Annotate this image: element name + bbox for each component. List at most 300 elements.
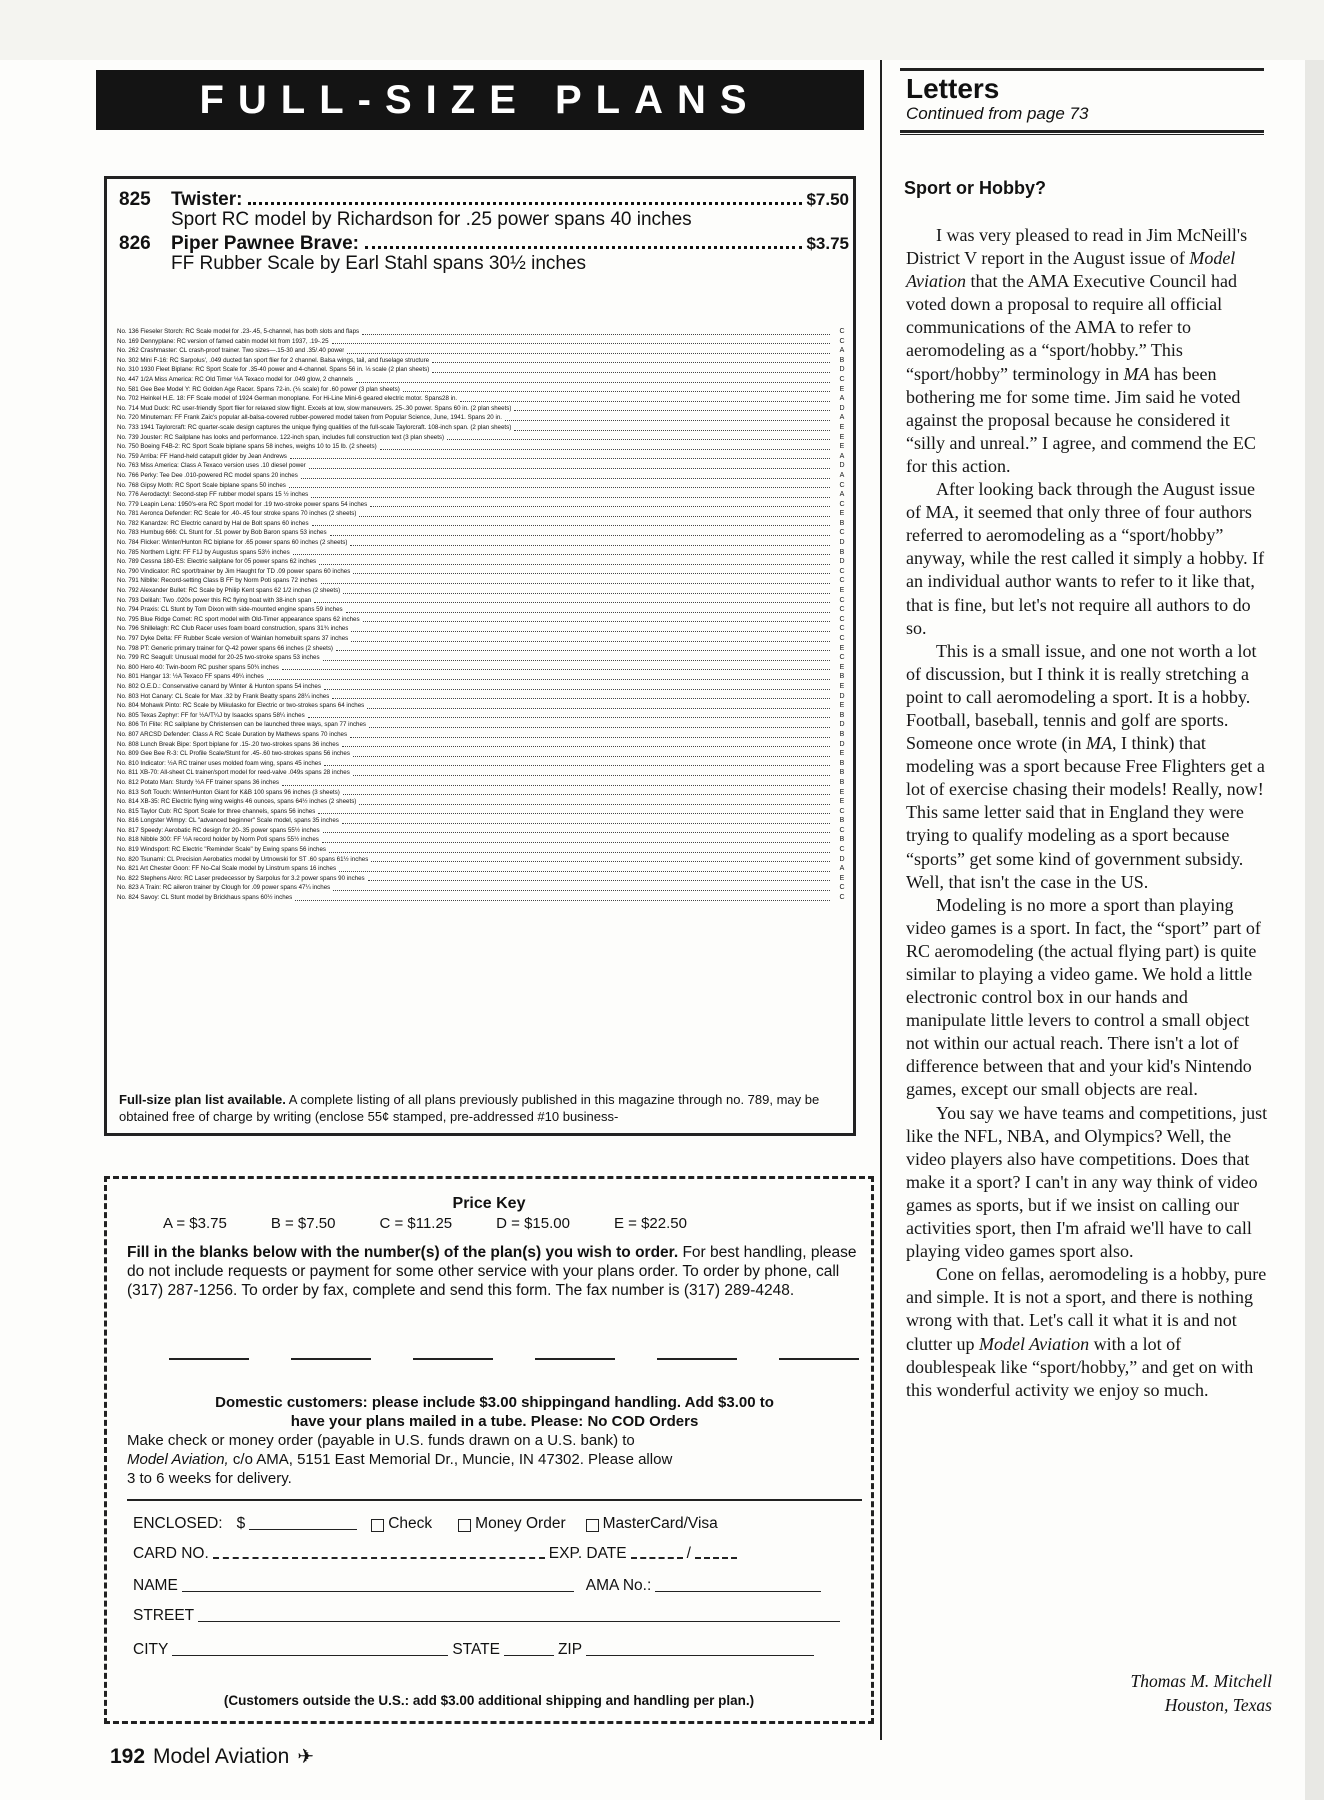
leader-dots bbox=[350, 538, 830, 546]
letter-paragraph: Cone on fellas, aeromodeling is a hobby, pure and simple. It is not a sport, and there is nothing wrong with that. Let's call it what it is and not clutter up Model Aviation with a lot of doublespeak like “sport/hobby,” and get on with this wonderful activity we enjoy so much. bbox=[906, 1264, 1267, 1400]
plan-list-text: No. 714 Mud Duck: RC user-friendly Sport flier for relaxed slow flight. Excels at low, slow maneuvers. 25-.30 power. Spans 60 in. (2 plan sheets) bbox=[117, 404, 512, 412]
leader-dots bbox=[371, 855, 830, 863]
leader-dots bbox=[312, 519, 830, 527]
plan-list-text: No. 812 Potato Man: Sturdy ½A FF trainer spans 36 inches bbox=[117, 778, 279, 786]
plan-list-item bbox=[117, 490, 851, 500]
plan-price-code: C bbox=[839, 481, 845, 489]
plan-list-text: No. 817 Speedy: Aerobatic RC design for 20-.35 power spans 55½ inches bbox=[117, 826, 320, 834]
price-e: E = $22.50 bbox=[613, 1215, 687, 1232]
plan-list-text: No. 802 O.E.D.: Conservative canard by Winter & Hunton spans 54 inches bbox=[117, 682, 321, 690]
exp-month-field[interactable] bbox=[631, 1556, 683, 1559]
leader-dots bbox=[350, 730, 830, 738]
leader-dots bbox=[365, 246, 802, 249]
plan-list-item bbox=[117, 797, 851, 807]
street-label: STREET bbox=[133, 1607, 195, 1624]
plan-list-text: No. 814 XB-35: RC Electric flying wing weighs 46 ounces, spans 64½ inches (2 sheets) bbox=[117, 798, 357, 806]
plan-name: Piper Pawnee Brave: bbox=[171, 233, 359, 254]
plan-price-code: D bbox=[839, 366, 845, 374]
plan-price-code: B bbox=[839, 673, 845, 681]
letters-title: Letters bbox=[906, 73, 1000, 104]
leader-dots bbox=[311, 490, 830, 498]
plan-list-text: No. 816 Longster Wimpy: CL "advanced beginner" Scale model, spans 35 inches bbox=[117, 817, 339, 825]
fullsize-note-text: A complete listing of all plans previously published in this magazine through no. 789, may be obtained free of charge by writing (enclose 55¢ stamped, pre-addressed #10 business- bbox=[119, 1092, 820, 1124]
right-margin bbox=[1305, 60, 1324, 1800]
plan-list-text: No. 801 Hangar 13: ½A Texaco FF spans 49¼ inches bbox=[117, 673, 264, 681]
plan-list-item bbox=[117, 816, 851, 826]
fullsize-note-heading: Full-size plan list available. bbox=[119, 1092, 286, 1107]
plan-price-code: E bbox=[839, 874, 845, 882]
plan-price-code: E bbox=[839, 423, 845, 431]
price-d: D = $15.00 bbox=[496, 1215, 570, 1232]
plan-list-item bbox=[117, 500, 851, 510]
column-divider bbox=[880, 60, 882, 1740]
leader-dots bbox=[363, 615, 830, 623]
leader-dots bbox=[282, 778, 830, 786]
plan-list-text: No. 810 Indicator: ½A RC trainer uses molded foam wing, spans 45 inches bbox=[117, 759, 322, 767]
card-row bbox=[133, 1545, 858, 1563]
plan-price-code: A bbox=[839, 347, 845, 355]
magazine-name: Model Aviation, bbox=[127, 1451, 229, 1468]
zip-label: ZIP bbox=[557, 1641, 583, 1658]
plan-blank-1[interactable] bbox=[169, 1357, 249, 1360]
plan-list-text: No. 807 ARCSD Defender: Class A RC Scale Duration by Mathews spans 70 inches bbox=[117, 730, 348, 738]
featured-plan-826 bbox=[119, 233, 849, 275]
plan-blank-2[interactable] bbox=[291, 1357, 371, 1360]
plan-list-item bbox=[117, 509, 851, 519]
plan-list-item bbox=[117, 413, 851, 423]
letters-thin-rule bbox=[900, 134, 1264, 135]
leader-dots bbox=[432, 356, 830, 364]
leader-dots bbox=[359, 797, 830, 805]
plan-list-item bbox=[117, 519, 851, 529]
ama-number-label: AMA No.: bbox=[585, 1577, 652, 1594]
plan-price-code: C bbox=[839, 615, 845, 623]
leader-dots bbox=[514, 423, 830, 431]
leader-dots bbox=[330, 528, 830, 536]
plan-price: $7.50 bbox=[806, 190, 849, 209]
page-number: 192 bbox=[110, 1744, 146, 1768]
plan-price-code: A bbox=[839, 395, 845, 403]
leader-dots bbox=[353, 567, 830, 575]
plan-list-item bbox=[117, 365, 851, 375]
plan-blank-4[interactable] bbox=[535, 1357, 615, 1360]
plan-description: Sport RC model by Richardson for .25 power spans 40 inches bbox=[171, 209, 692, 230]
plan-list-item bbox=[117, 423, 851, 433]
plan-list-text: No. 792 Alexander Bullet: RC Scale by Philip Kent spans 62 1/2 inches (2 sheets) bbox=[117, 587, 341, 595]
plan-price-code: D bbox=[839, 404, 845, 412]
domestic-line-1: Domestic customers: please include $3.00 shippingand handling. Add $3.00 to bbox=[215, 1394, 774, 1411]
plan-list-item bbox=[117, 845, 851, 855]
plan-list-item bbox=[117, 548, 851, 558]
form-divider bbox=[127, 1499, 862, 1501]
featured-plan-825 bbox=[119, 189, 849, 231]
letter-paragraph: I was very pleased to read in Jim McNeill's District V report in the August issue of Model Aviation that the AMA Executive Council had voted down a proposal to require all official communications of the AMA to refer to aeromodeling as a “sport/hobby.” This “sport/hobby” terminology in MA has been bothering me for some time. Jim said he voted against the proposal because he considered it “silly and unreal.” I agree, and commend the EC for this action. bbox=[906, 225, 1256, 476]
leader-dots bbox=[333, 883, 830, 891]
plan-number: 825 bbox=[119, 189, 151, 210]
letter-paragraph: Modeling is no more a sport than playing video games is a sport. In fact, the “sport” part of RC aeromodeling (the actual flying part) is quite similar to playing a video game. We hold a little electronic control box in our hands and manipulate little levers to control a small object not within our actual reach. There isn't a lot of difference between that and your kid's Nintendo games, except our small objects are real. bbox=[906, 894, 1261, 1100]
card-label: CARD NO. bbox=[133, 1545, 209, 1562]
plan-price-code: E bbox=[839, 385, 845, 393]
plan-price-code: B bbox=[839, 548, 845, 556]
plan-list-text: No. 581 Gee Bee Model Y: RC Golden Age Racer. Spans 72-in. (⅙ scale) for .60 power (3 plan sheets) bbox=[117, 385, 400, 393]
leader-dots bbox=[346, 605, 830, 613]
plan-price-code: C bbox=[839, 567, 845, 575]
plan-list-item bbox=[117, 605, 851, 615]
plan-list-item bbox=[117, 337, 851, 347]
plan-price-code: A bbox=[839, 452, 845, 460]
plan-price-code: B bbox=[839, 769, 845, 777]
leader-dots bbox=[342, 740, 830, 748]
plan-price-code: E bbox=[839, 798, 845, 806]
plan-list-text: No. 783 Humbug 666: CL Stunt for .51 power by Bob Baron spans 53 inches bbox=[117, 529, 327, 537]
exp-date-label: EXP. DATE bbox=[548, 1545, 627, 1562]
plan-price-code: C bbox=[839, 328, 845, 335]
leader-dots bbox=[359, 509, 830, 517]
plan-list-item bbox=[117, 749, 851, 759]
plan-price-code: B bbox=[839, 817, 845, 825]
price-key bbox=[163, 1215, 843, 1232]
leader-dots bbox=[460, 394, 830, 402]
leader-dots bbox=[347, 346, 830, 354]
plan-list-text: No. 800 Hero 40: Twin-boom RC pusher spans 50¾ inches bbox=[117, 663, 279, 671]
plan-list-text: No. 789 Cessna 180-ES: Electric sailplane for 05 power spans 62 inches bbox=[117, 558, 317, 566]
plan-price-code: B bbox=[839, 519, 845, 527]
leader-dots bbox=[282, 663, 830, 671]
leader-dots bbox=[323, 653, 830, 661]
plan-list-item bbox=[117, 701, 851, 711]
plan-list-text: No. 811 XB-70: All-sheet CL trainer/sport model for reed-valve .049s spans 28 inches bbox=[117, 769, 350, 777]
plan-price-code: E bbox=[839, 443, 845, 451]
price-a: A = $3.75 bbox=[163, 1215, 227, 1232]
plan-list-text: No. 808 Lunch Break Bipe: Sport biplane for .15-.20 two-strokes spans 36 inches bbox=[117, 740, 339, 748]
plan-list-item bbox=[117, 768, 851, 778]
plan-list-text: No. 310 1930 Fleet Biplane: RC Sport Scale for .35-40 power and 4-channel. Spans 56 in. ⅓ scale (2 plan sheets) bbox=[117, 366, 430, 374]
letter-heading: Sport or Hobby? bbox=[904, 178, 1046, 198]
plan-list-item bbox=[117, 404, 851, 414]
plan-list-text: No. 806 Tri Flite: RC sailplane by Christensen can be launched three ways, span 77 inches bbox=[117, 721, 367, 729]
exp-separator: / bbox=[686, 1545, 691, 1562]
plan-list-text: No. 823 A Train: RC aileron trainer by Clough for .09 power spans 47¼ inches bbox=[117, 884, 331, 892]
plan-list-text: No. 302 Mini F-16: RC Sarpolus', .049 ducted fan sport flier for 2 channel. Balsa wings, tail, and fuselage structure bbox=[117, 356, 430, 364]
plans-banner: FULL-SIZE PLANS bbox=[96, 70, 864, 130]
name-field[interactable] bbox=[182, 1590, 574, 1592]
plan-blank-6[interactable] bbox=[779, 1357, 859, 1360]
plan-list-item bbox=[117, 327, 851, 337]
leader-dots bbox=[324, 682, 830, 690]
plan-price-code: C bbox=[839, 884, 845, 892]
price-key-title: Price Key bbox=[452, 1195, 526, 1212]
price-b: B = $7.50 bbox=[270, 1215, 336, 1232]
plan-price-code: D bbox=[839, 539, 845, 547]
plan-price-code: C bbox=[839, 826, 845, 834]
plan-name: Twister: bbox=[171, 189, 243, 210]
plan-list-item bbox=[117, 557, 851, 567]
plan-list-text: No. 813 Soft Touch: Winter/Hunton Giant for K&B 100 spans 96 inches (3 sheets) bbox=[117, 788, 340, 796]
plan-list-item bbox=[117, 452, 851, 462]
ama-number-field[interactable] bbox=[655, 1590, 821, 1592]
leader-dots bbox=[248, 202, 802, 205]
leader-dots bbox=[323, 826, 830, 834]
leader-dots bbox=[353, 768, 830, 776]
check-checkbox[interactable] bbox=[371, 1519, 384, 1532]
plan-list-text: No. 824 Savoy: CL Stunt model by Brickhaus spans 60½ inches bbox=[117, 894, 293, 902]
money-order-checkbox[interactable] bbox=[458, 1519, 471, 1532]
plan-list-item bbox=[117, 826, 851, 836]
plan-list-text: No. 799 RC Seagull: Unusual model for 20-25 two-stroke spans 53 inches bbox=[117, 654, 320, 662]
plan-number: 826 bbox=[119, 233, 151, 254]
domestic-line-2: have your plans mailed in a tube. Please: No COD Orders bbox=[290, 1413, 699, 1430]
city-row bbox=[133, 1641, 858, 1659]
plan-price-code: B bbox=[839, 836, 845, 844]
plan-price-code: E bbox=[839, 750, 845, 758]
plan-price-code: E bbox=[839, 587, 845, 595]
plan-list-item bbox=[117, 528, 851, 538]
plan-list-text: No. 805 Texas Zephyr: FF for ½A/T¼J by Isaacks spans 58¼ inches bbox=[117, 711, 305, 719]
plan-list-item bbox=[117, 883, 851, 893]
plan-price-code: A bbox=[839, 865, 845, 873]
city-field[interactable] bbox=[172, 1654, 448, 1656]
plan-list-text: No. 750 Boeing F4B-2: RC Sport Scale biplane spans 58 inches, weighs 10 to 15 lb. (2 sheets) bbox=[117, 443, 377, 451]
leader-dots bbox=[295, 893, 830, 901]
plan-list-item bbox=[117, 624, 851, 634]
leader-dots bbox=[322, 835, 830, 843]
plan-list-item bbox=[117, 375, 851, 385]
plan-list-item bbox=[117, 692, 851, 702]
leader-dots bbox=[309, 461, 830, 469]
plan-price-code: C bbox=[839, 596, 845, 604]
plan-price-code: D bbox=[839, 558, 845, 566]
leader-dots bbox=[289, 481, 830, 489]
plan-blank-5[interactable] bbox=[657, 1357, 737, 1360]
plan-list-text: No. 784 Flicker: Winter/Hunton RC biplane for .65 power spans 60 inches (2 sheets) bbox=[117, 539, 348, 547]
plane-icon: ✈ bbox=[297, 1746, 315, 1768]
plan-list-text: No. 782 Kanardze: RC Electric canard by Hal de Bolt spans 60 inches bbox=[117, 519, 309, 527]
plan-list-text: No. 819 Windsport: RC Electric "Reminder Scale" by Ewing spans 56 inches bbox=[117, 846, 327, 854]
plan-list-text: No. 815 Taylor Cub: RC Sport Scale for three channels, spans 56 inches bbox=[117, 807, 316, 815]
mastercard-label: MasterCard/Visa bbox=[602, 1515, 718, 1532]
plan-list-item bbox=[117, 346, 851, 356]
leader-dots bbox=[356, 375, 830, 383]
leader-dots bbox=[368, 874, 830, 882]
plan-price-code: D bbox=[839, 462, 845, 470]
plan-price: $3.75 bbox=[806, 234, 849, 253]
leader-dots bbox=[432, 365, 830, 373]
plan-list-text: No. 720 Minuteman: FF Frank Zaic's popular all-balsa-covered rubber-powered model taken from Popular Science, June, 1941. Spans 20 in. bbox=[117, 414, 503, 422]
plan-list-text: No. 763 Miss America: Class A Texaco version uses .10 diesel power bbox=[117, 462, 306, 470]
plan-list-text: No. 766 Perky: Tee Dee .010-powered RC model spans 20 inches bbox=[117, 471, 298, 479]
mastercard-checkbox[interactable] bbox=[586, 1519, 599, 1532]
plan-list-item bbox=[117, 874, 851, 884]
exp-year-field[interactable] bbox=[695, 1556, 737, 1559]
card-number-field[interactable] bbox=[213, 1556, 545, 1559]
check-label: Check bbox=[388, 1515, 433, 1532]
plan-list-text: No. 818 Nibble 300: FF ½A record holder by Norm Poti spans 55½ inches bbox=[117, 836, 319, 844]
plan-list-text: No. 781 Aeronca Defender: RC Scale for .40-.45 four stroke spans 70 inches (2 sheets) bbox=[117, 510, 357, 518]
leader-dots bbox=[308, 711, 830, 719]
leader-dots bbox=[343, 586, 830, 594]
plan-list-text: No. 791 Niblite: Record-setting Class B FF by Norm Poti spans 72 inches bbox=[117, 577, 318, 585]
letter-paragraph: You say we have teams and competitions, just like the NFL, NBA, and Olympics? Well, the video players also have competitions. Does that make it a sport? I can't in any way think of video games as sports, but if we insist on calling our activities sport, then I'm afraid we'll have to call playing video games sport also. bbox=[906, 1102, 1268, 1262]
plan-list-item bbox=[117, 442, 851, 452]
plan-list-text: No. 702 Heinkel H.E. 18: FF Scale model of 1924 German monoplane. For Hi-Line Mini-6 geared electric motor. Spans28 in. bbox=[117, 395, 458, 403]
fullsize-plan-note bbox=[119, 1091, 849, 1125]
plan-price-code: E bbox=[839, 510, 845, 518]
leader-dots bbox=[301, 471, 830, 479]
leader-dots bbox=[351, 634, 830, 642]
plan-list-item bbox=[117, 807, 851, 817]
plan-list-text: No. 795 Blue Ridge Comet: RC sport model with Old-Timer appearance spans 62 inches bbox=[117, 615, 360, 623]
plan-price-code: B bbox=[839, 356, 845, 364]
plan-price-code: C bbox=[839, 500, 845, 508]
plan-list-item bbox=[117, 538, 851, 548]
letter-signature bbox=[900, 1669, 1272, 1717]
plan-price-code: C bbox=[839, 807, 845, 815]
leader-dots bbox=[362, 327, 830, 335]
shipping-instructions bbox=[127, 1393, 862, 1488]
plan-number-blanks bbox=[169, 1357, 859, 1360]
plan-price-code: C bbox=[839, 635, 845, 642]
street-row bbox=[133, 1607, 858, 1625]
page-footer bbox=[110, 1744, 314, 1769]
plan-list-item bbox=[117, 682, 851, 692]
plan-list-text: No. 804 Mohawk Pinto: RC Scale by Mikulasko for Electric or two-strokes spans 64 inches bbox=[117, 702, 365, 710]
zip-field[interactable] bbox=[586, 1654, 814, 1656]
fill-instructions-text: For best handling, please do not include requests or payment for some other service with your plans order. To order by phone, call (317) 287-1256. To order by fax, complete and send this form. The fax number is (317) 289-4248. bbox=[127, 1244, 857, 1299]
plan-list-text: No. 794 Praxis: CL Stunt by Tom Dixon with side-mounted engine spans 59 inches bbox=[117, 606, 343, 614]
plan-list-text: No. 803 Hot Canary: CL Scale for Max .32 by Frank Beatty spans 28¼ inches bbox=[117, 692, 330, 700]
plan-price-code: C bbox=[839, 577, 845, 585]
plan-price-code: B bbox=[839, 711, 845, 719]
leader-dots bbox=[332, 692, 830, 700]
dollar-sign: $ bbox=[236, 1515, 246, 1532]
leader-dots bbox=[380, 442, 830, 450]
plan-price-code: D bbox=[839, 855, 845, 863]
plan-list-text: No. 790 Vindicator: RC sport/trainer by Jim Haught for TD .09 power spans 60 inches bbox=[117, 567, 351, 575]
plan-price-code: C bbox=[839, 625, 845, 633]
letter-body bbox=[906, 224, 1268, 1402]
signature-name: Thomas M. Mitchell bbox=[1130, 1671, 1272, 1691]
plan-list-item bbox=[117, 615, 851, 625]
plan-list-item bbox=[117, 433, 851, 443]
plan-price-code: E bbox=[839, 702, 845, 710]
enclosed-amount-field[interactable] bbox=[249, 1528, 357, 1530]
plan-list-item bbox=[117, 461, 851, 471]
plan-list-item bbox=[117, 855, 851, 865]
plan-list-text: No. 793 Delilah: Two .020s power this RC flying boat with 38-inch span bbox=[117, 596, 312, 604]
leader-dots bbox=[343, 788, 830, 796]
leader-dots bbox=[353, 749, 830, 757]
enclosed-row bbox=[133, 1515, 858, 1533]
leader-dots bbox=[403, 385, 830, 393]
leader-dots bbox=[447, 433, 830, 441]
order-form bbox=[104, 1176, 874, 1724]
plan-list-text: No. 796 Shillelagh: RC Club Racer uses foam board construction, spans 31¾ inches bbox=[117, 625, 349, 633]
plan-price-code: C bbox=[839, 846, 845, 854]
plan-description: FF Rubber Scale by Earl Stahl spans 30½ inches bbox=[171, 253, 587, 274]
leader-dots bbox=[319, 557, 830, 565]
plan-list-text: No. 820 Tsunami: CL Precision Aerobatics model by Urtnowski for ST .60 spans 61½ inches bbox=[117, 855, 369, 863]
top-margin bbox=[0, 0, 1324, 60]
name-label: NAME bbox=[133, 1577, 178, 1594]
plans-list-box bbox=[104, 176, 856, 1136]
plan-list-text: No. 821 Art Chester Goon: FF No-Cal Scale model by Linstrum spans 16 inches bbox=[117, 865, 337, 873]
money-order-label: Money Order bbox=[475, 1515, 566, 1532]
plan-price-code: E bbox=[839, 644, 845, 652]
plan-price-code: C bbox=[839, 529, 845, 537]
plan-list-item bbox=[117, 730, 851, 740]
fill-instructions bbox=[127, 1243, 862, 1300]
plan-list-text: No. 809 Gee Bee R-3: CL Profile Scale/Stunt for .45-.60 two-strokes spans 56 inches bbox=[117, 750, 350, 758]
plan-list-item bbox=[117, 740, 851, 750]
leader-dots bbox=[505, 413, 830, 421]
plan-list-item bbox=[117, 672, 851, 682]
plan-price-code: B bbox=[839, 778, 845, 786]
letter-paragraph: This is a small issue, and one not worth a lot of discussion, but I think it is really stretching a point to call aeromodeling a sport. It is a hobby. Football, baseball, tennis and golf are sports. Someone once wrote (in MA, I think) that modeling was a sport because Free Flighters get a lot of exercise chasing their models! Really, now! This same letter said that in England they were trying to qualify modeling as a sport because “sports” get some kind of government subsidy. Well, that isn't the case in the US. bbox=[906, 640, 1265, 892]
plan-price-code: C bbox=[839, 894, 845, 902]
check-instructions-3: 3 to 6 weeks for delivery. bbox=[127, 1470, 292, 1487]
plan-list-text: No. 779 Leapin Lena: 1950's-era RC Sport model for .19 two-stroke power spans 54 inches bbox=[117, 500, 368, 508]
leader-dots bbox=[314, 596, 830, 604]
plan-list-item bbox=[117, 481, 851, 491]
international-shipping-note: (Customers outside the U.S.: add $3.00 additional shipping and handling per plan.) bbox=[223, 1693, 755, 1708]
plan-list-text: No. 797 Dyke Delta: FF Rubber Scale version of Wainlan homebuilt spans 37 inches bbox=[117, 635, 349, 642]
plan-price-code: C bbox=[839, 337, 845, 345]
plan-price-code: B bbox=[839, 730, 845, 738]
plan-price-code: A bbox=[839, 414, 845, 422]
plan-list-item bbox=[117, 893, 851, 903]
plan-list-item bbox=[117, 576, 851, 586]
fill-instructions-bold: Fill in the blanks below with the number(s) of the plan(s) you wish to order. bbox=[127, 1244, 679, 1261]
plan-price-code: B bbox=[839, 759, 845, 767]
leader-dots bbox=[293, 548, 830, 556]
letters-top-rule bbox=[900, 68, 1264, 71]
plan-list-item bbox=[117, 586, 851, 596]
plan-blank-3[interactable] bbox=[413, 1357, 493, 1360]
plan-list-item bbox=[117, 356, 851, 366]
letters-bottom-rule bbox=[900, 130, 1264, 133]
plan-list bbox=[117, 327, 851, 903]
leader-dots bbox=[336, 644, 830, 652]
continued-note: Continued from page 73 bbox=[906, 104, 1089, 123]
plan-price-code: E bbox=[839, 663, 845, 671]
plan-list-item bbox=[117, 864, 851, 874]
street-field[interactable] bbox=[198, 1620, 840, 1622]
plan-list-text: No. 733 1941 Taylorcraft: RC quarter-scale design captures the unique flying qualities of the full-scale Taylorcraft. 108-inch span. (2 plan sheets) bbox=[117, 423, 512, 431]
leader-dots bbox=[339, 864, 830, 872]
plan-list-text: No. 169 Dennyplane: RC version of famed cabin model kit from 1937, .19-.25 bbox=[117, 337, 329, 345]
leader-dots bbox=[321, 576, 831, 584]
leader-dots bbox=[332, 337, 830, 345]
leader-dots bbox=[367, 701, 830, 709]
plan-list-item bbox=[117, 567, 851, 577]
plan-price-code: C bbox=[839, 375, 845, 383]
plan-list-text: No. 262 Crashmaster: CL crash-proof trainer. Two sizes—.15-30 and .35/.40 power bbox=[117, 347, 345, 355]
plan-list-item bbox=[117, 778, 851, 788]
plan-list-text: No. 776 Aerodactyl: Second-step FF rubber model spans 15 ½ inches bbox=[117, 491, 309, 499]
state-label: STATE bbox=[452, 1641, 500, 1658]
plan-price-code: A bbox=[839, 471, 845, 479]
state-field[interactable] bbox=[504, 1654, 554, 1656]
plan-list-item bbox=[117, 596, 851, 606]
price-c: C = $11.25 bbox=[379, 1215, 453, 1232]
plan-price-code: D bbox=[839, 692, 845, 700]
leader-dots bbox=[318, 807, 830, 815]
letter-paragraph: After looking back through the August issue of MA, it seemed that only three of four authors referred to aeromodeling as a “sport/hobby” anyway, while the rest called it simply a hobby. If an individual author wants to refer to it like that, that is fine, but let's not require all authors to do so. bbox=[906, 479, 1265, 638]
plan-list-text: No. 739 Jouster: RC Sailplane has looks and performance. 122-inch span, includes full construction text (3 plan sheets) bbox=[117, 433, 445, 441]
plan-list-item bbox=[117, 653, 851, 663]
plan-list-item bbox=[117, 385, 851, 395]
plan-list-item bbox=[117, 634, 851, 644]
